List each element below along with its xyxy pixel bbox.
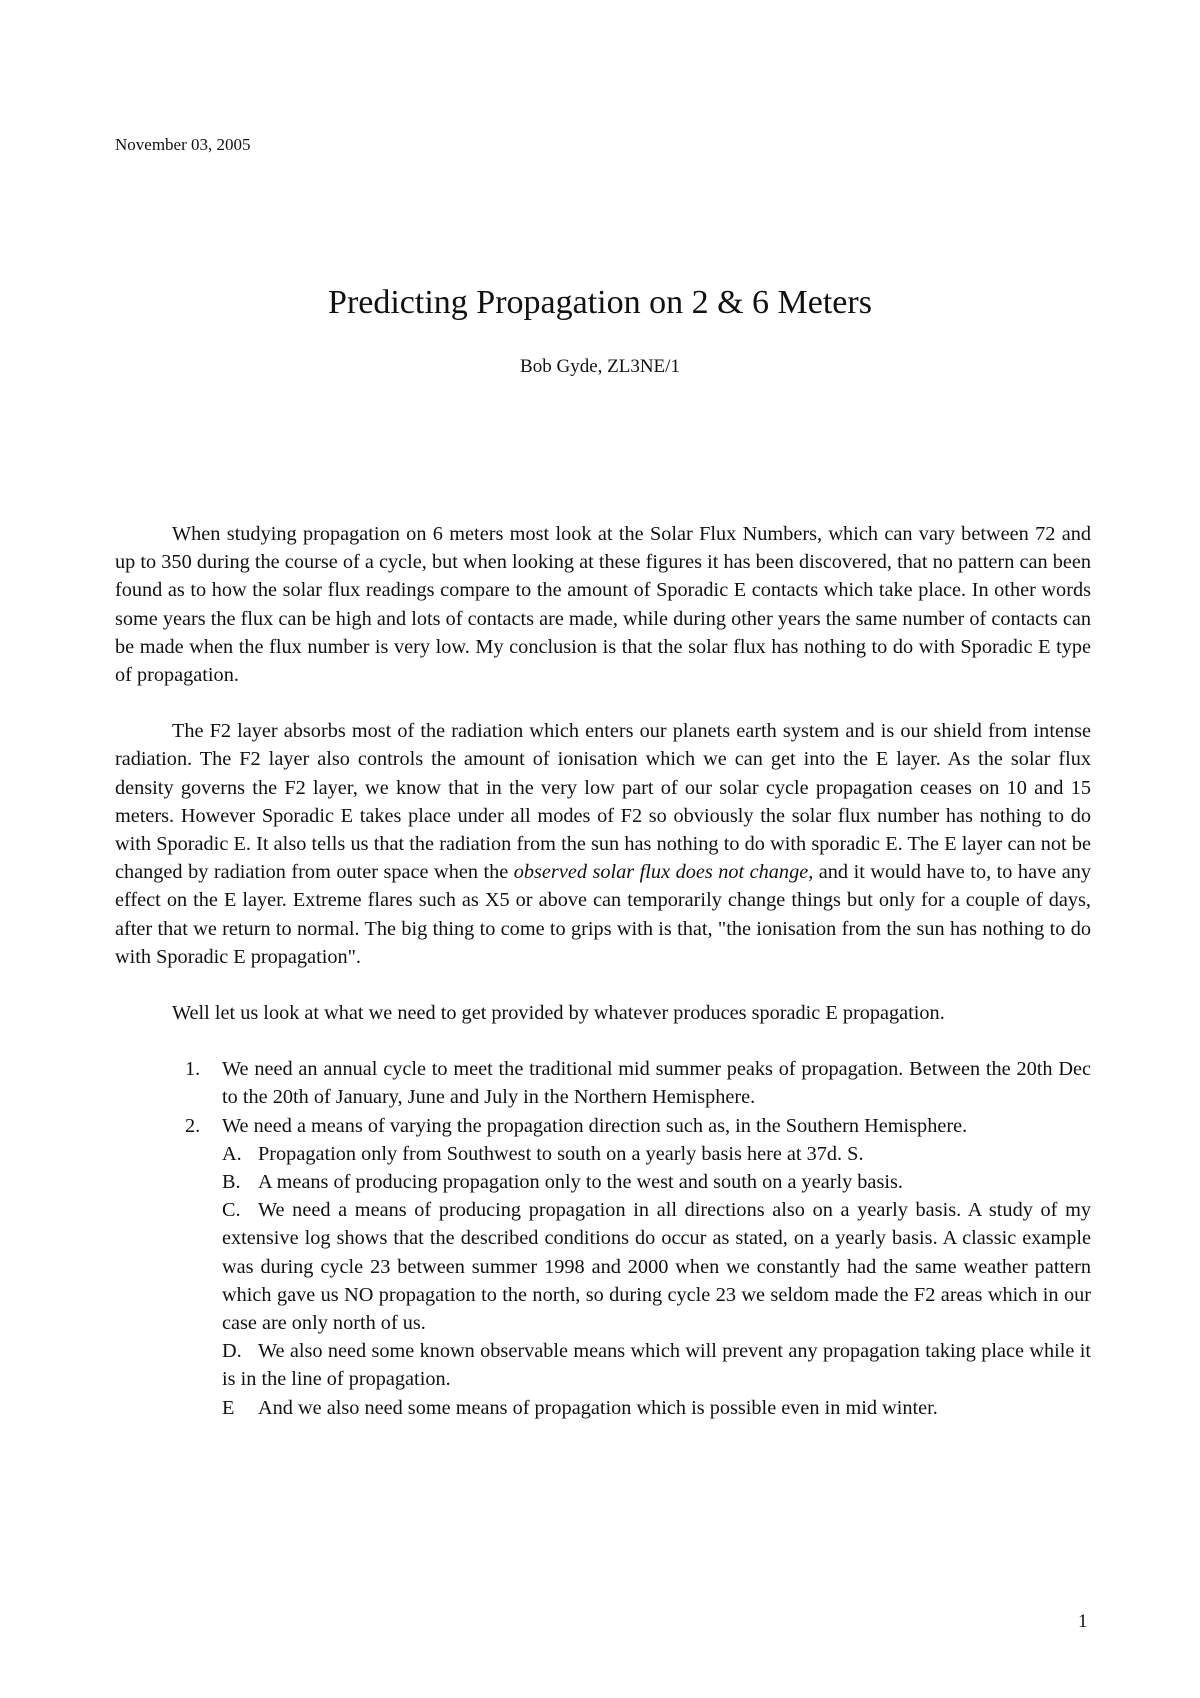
list-item-number: 2. <box>185 1114 201 1137</box>
paragraph-solar-flux: When studying propagation on 6 meters most look at the Solar Flux Numbers, which can vary between 72 and up to 350 during the course of a cycle, but when looking at these figures it has been discovered, that no pattern can been found as to how the solar flux readings compare to the amount of Sporadic E contacts which take place. In other words some years the flux can be high and lots of contacts are made, while during other years the same number of contacts can be made when the flux number is very low. My conclusion is that the solar flux has nothing to do with Sporadic E type of propagation. <box>115 523 1091 687</box>
sub-list-item <box>115 1140 1091 1168</box>
emphasis-observed-solar-flux: observed solar flux does not change <box>513 861 809 884</box>
document-date: November 03, 2005 <box>115 135 251 154</box>
sub-list-item-letter: C. <box>222 1199 241 1222</box>
sub-list-item-text: We also need some known observable means which will prevent any propagation taking place while it is in the line of propagation. <box>222 1340 1091 1391</box>
sub-list-item <box>115 1394 1091 1422</box>
list-item-text: We need an annual cycle to meet the traditional mid summer peaks of propagation. Between the 20th Dec to the 20th of January, June and July in the Northern Hemisphere. <box>222 1058 1091 1109</box>
sub-list-item <box>115 1168 1091 1196</box>
sub-list-item-text: We need a means of producing propagation in all directions also on a yearly basis. A study of my extensive log shows that the described conditions do occur as stated, on a yearly basis. A classic example was during cycle 23 between summer 1998 and 2000 when we constantly had the same weather pattern which gave us NO propagation to the north, so during cycle 23 we seldom made the F2 areas which in our case are only north of us. <box>222 1199 1091 1335</box>
sub-list-item-text: A means of producing propagation only to the west and south on a yearly basis. <box>258 1171 903 1194</box>
sub-list-item-text: Propagation only from Southwest to south on a yearly basis here at 37d. S. <box>258 1142 864 1165</box>
requirements-list <box>115 1055 1091 1422</box>
sub-list-item-letter: A. <box>222 1142 242 1165</box>
document-title: Predicting Propagation on 2 & 6 Meters <box>328 284 872 321</box>
sub-list-item-letter: E <box>222 1396 235 1419</box>
sub-list-item-letter: B. <box>222 1171 241 1194</box>
sub-list-item <box>115 1337 1091 1393</box>
sub-list-item <box>115 1196 1091 1337</box>
list-item <box>115 1055 1091 1111</box>
list-item <box>115 1112 1091 1140</box>
list-item-text: We need a means of varying the propagation direction such as, in the Southern Hemisphere. <box>222 1114 968 1137</box>
list-item-number: 1. <box>185 1058 201 1081</box>
paragraph-f2-layer-text-start: The F2 layer absorbs most of the radiation which enters our planets earth system and is our shield from intense radiation. The F2 layer also controls the amount of ionisation which we can get into the E layer. As the solar flux density governs the F2 layer, we know that in the very low part of our solar cycle propagation ceases on 10 and 15 meters. However Sporadic E takes place under all modes of F2 so obviously the solar flux number has nothing to do with Sporadic E. It also tells us that the radiation from the sun has nothing to do with sporadic E. The E layer can not be changed by radiation from outer space when the <box>115 720 1091 884</box>
paragraph-f2-layer-text-end: , and it would have to, to have any effect on the E layer. Extreme flares such as X5 or above can temporarily change things but only for a couple of days, after that we return to normal. The big thing to come to grips with is that, "the ionisation from the sun has nothing to do with Sporadic E propagation". <box>115 861 1091 968</box>
page-number: 1 <box>1078 1611 1088 1632</box>
sub-list-item-letter: D. <box>222 1340 242 1363</box>
paragraph-requirements-intro: Well let us look at what we need to get provided by whatever produces sporadic E propagation. <box>172 1002 945 1025</box>
sub-list-item-text: And we also need some means of propagation which is possible even in mid winter. <box>258 1396 938 1419</box>
document-author: Bob Gyde, ZL3NE/1 <box>520 356 680 377</box>
paragraph-f2-layer <box>115 717 1091 971</box>
document-body <box>115 520 1091 1422</box>
